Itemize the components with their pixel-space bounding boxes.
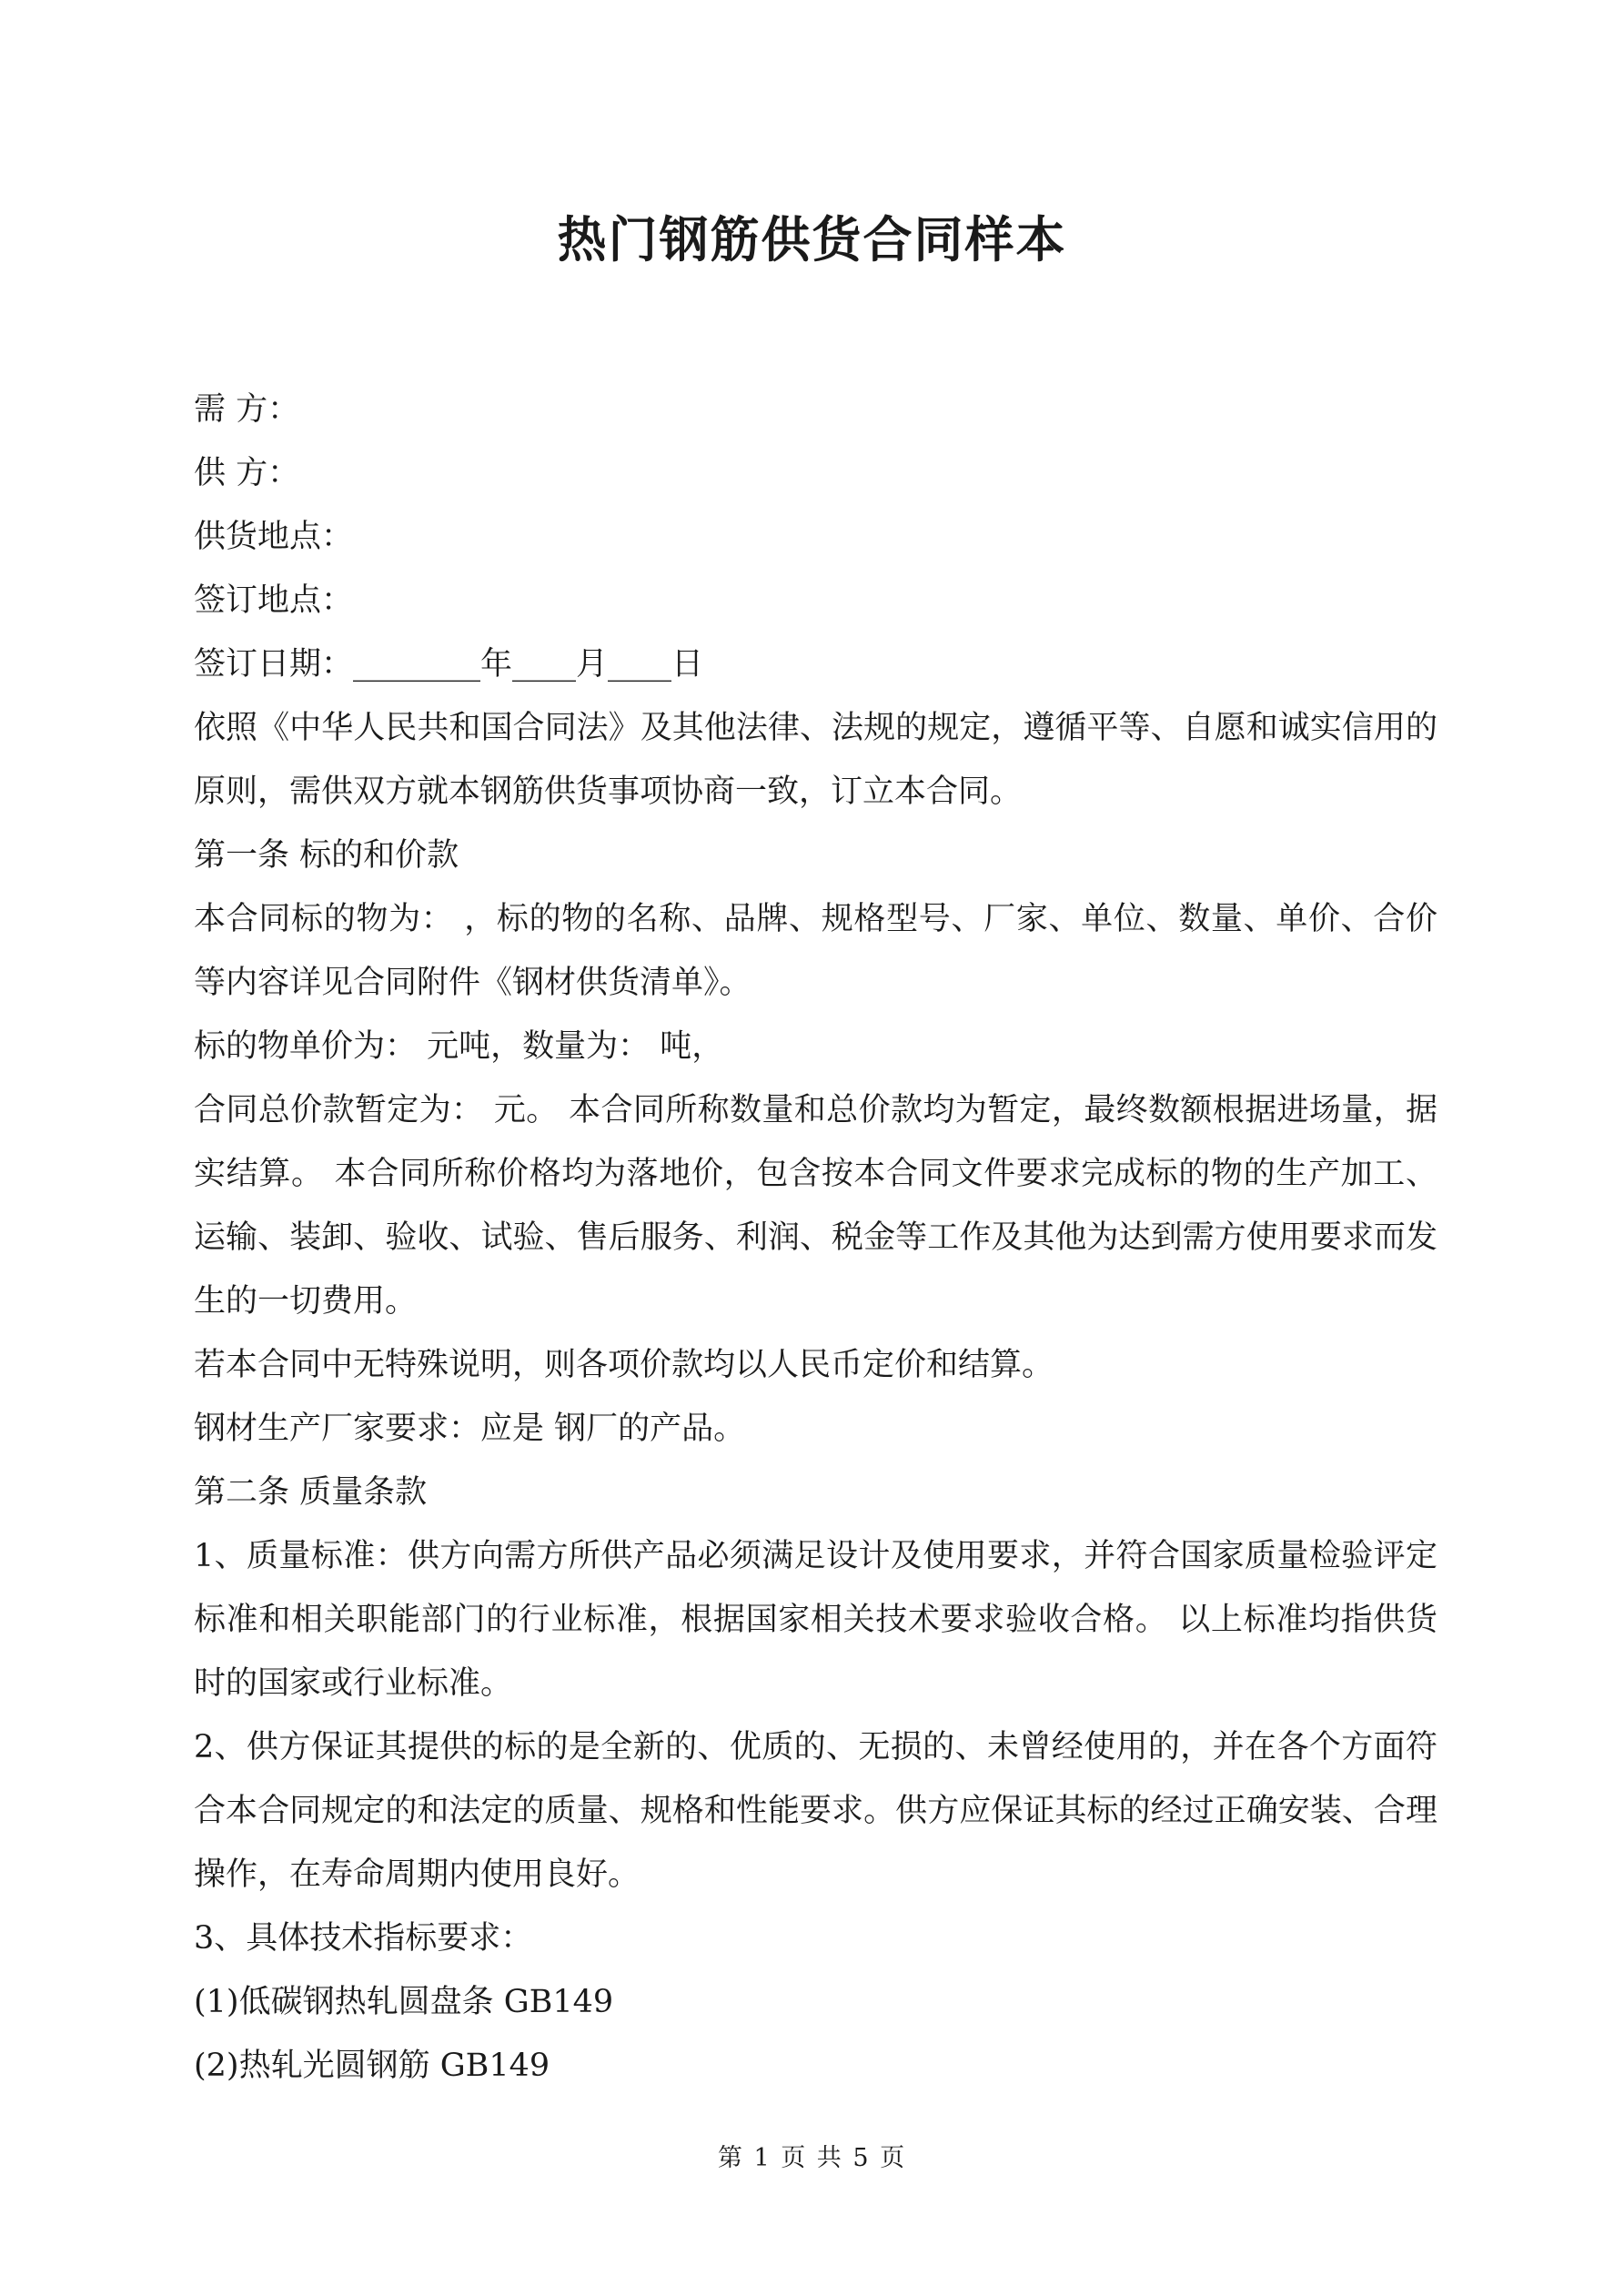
preamble-paragraph: 依照《中华人民共和国合同法》及其他法律、法规的规定，遵循平等、自愿和诚实信用的原则，需供双方就本钢筋供货事项协商一致，订立本合同。: [194, 710, 1437, 810]
document-body: [194, 378, 1437, 2098]
spec-item-2: (2)热轧光圆钢筋 GB149: [194, 2048, 550, 2084]
signing-date-line: 签订日期：________年____月____日: [194, 646, 704, 683]
spec-item-1: (1)低碳钢热轧圆盘条 GB149: [194, 1984, 614, 2020]
article-1-heading: 第一条 标的和价款: [194, 837, 459, 874]
subject-matter-paragraph: 本合同标的物为： ，标的物的名称、品牌、规格型号、厂家、单位、数量、单价、合价等内容详见合同附件《钢材供货清单》。: [194, 901, 1437, 1001]
quality-guarantee-paragraph: 2、供方保证其提供的标的是全新的、优质的、无损的、未曾经使用的，并在各个方面符合本合同规定的和法定的质量、规格和性能要求。供方应保证其标的经过正确安装、合理操作，在寿命周期内使用良好。: [194, 1729, 1437, 1893]
party-supplier-line: 供 方：: [194, 455, 300, 491]
signing-location-line: 签订地点：: [194, 582, 354, 619]
document-title: 热门钢筋供货合同样本: [557, 210, 1067, 268]
quality-standard-paragraph: 1、质量标准：供方向需方所供产品必须满足设计及使用要求，并符合国家质量检验评定标准和相关职能部门的行业标准，根据国家相关技术要求验收合格。 以上标准均指供货时的国家或行业标准。: [194, 1538, 1437, 1702]
technical-requirements-line: 3、具体技术指标要求：: [194, 1920, 533, 1957]
party-buyer-line: 需 方：: [194, 391, 300, 428]
page-number: 第 1 页 共 5 页: [717, 2144, 907, 2172]
currency-paragraph: 若本合同中无特殊说明，则各项价款均以人民币定价和结算。: [194, 1347, 1054, 1383]
delivery-location-line: 供货地点：: [194, 519, 354, 555]
unit-price-line: 标的物单价为： 元吨，数量为： 吨，: [194, 1028, 724, 1065]
manufacturer-requirement-line: 钢材生产厂家要求：应是 钢厂的产品。: [194, 1411, 746, 1447]
total-price-paragraph: 合同总价款暂定为： 元。 本合同所称数量和总价款均为暂定，最终数额根据进场量，据实结算。 本合同所称价格均为落地价，包含按本合同文件要求完成标的物的生产加工、运输、装卸、验收、试验、售后服务、利润、税金等工作及其他为达到需方使用要求而发生的一切费用。: [194, 1092, 1437, 1320]
article-2-heading: 第二条 质量条款: [194, 1474, 428, 1511]
